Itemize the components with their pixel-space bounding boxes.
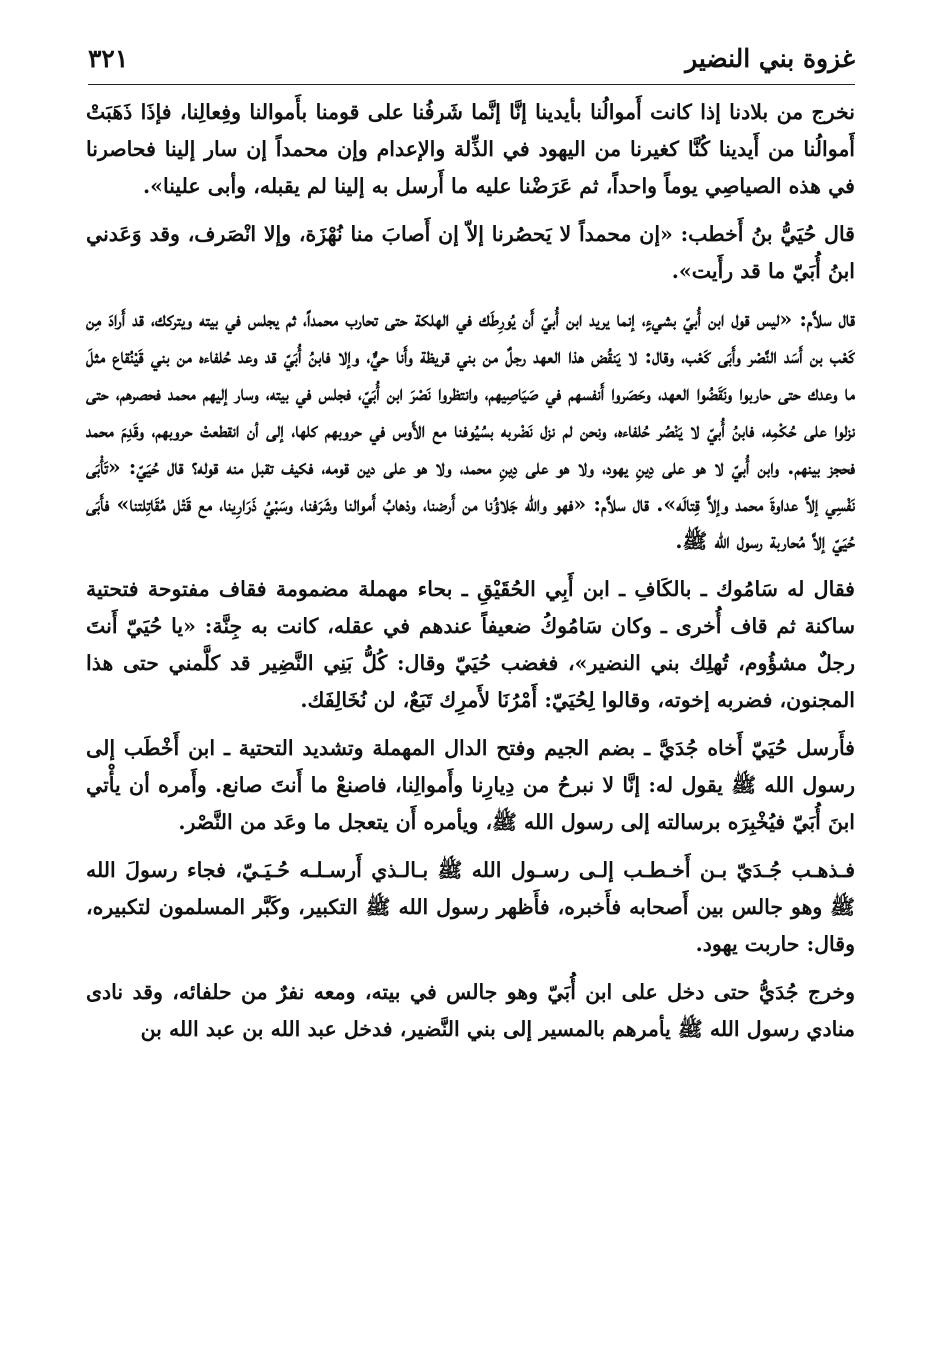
paragraph-6: فـذهـب جُـدَيّ بـن أَخـطـب إلـى رسـول الله ﷺ بـالـذي أَرسـلـه حُـيَـيّ، فجاء رسولَ الله ﷺ وهو جالس بين أَصحابه فأَخبره، فأَظهر رسول الله ﷺ التكبير، وكَبَّر المسلمون لتكبيره، وقال: حاربت يهود.: [86, 858, 855, 956]
running-title: غزوة بني النضير: [685, 44, 855, 73]
paragraph-2: قال حُيَيُّ بنُ أَخطب: «إن محمداً لا يَحصُرنا إلاّ إن أَصابَ منا نُهْزَة، وإلا انْصَرف، وقد وَعَدني ابنُ أُبَيّ ما قد رأَيت».: [86, 222, 855, 283]
paragraph-5: فأَرسل حُيَيّ أَخاه جُدَيَّ ـ بضم الجيم وفتح الدال المهملة وتشديد التحتية ـ ابن أَخْطَب إلى رسول الله ﷺ يقول له: إنَّا لا نبرحُ من دِيارِنا وأَموالِنا، فاصنعْ ما أَنتَ صانع. وأَمره أن يأْتي ابنَ أُبَيّ فيُخْبِرَه برسالته إلى رسول الله ﷺ، ويأمره أَن يتعجل ما وعَد من النَّصْر.: [86, 736, 855, 834]
paragraph-3: قال سلاَّم: «ليس قول ابن أُبيّ بشيءٍ، إنما يريد ابن أُبيّ أَن يُورِطَك في الهلكة حتى تحارب محمداً، ثم يجلس في بيته ويتركك، قد أَرادَ مِن كَعْب بن أَسَد النَّصْر وأَبَى كَعْب، وقال: لا يَنقُض هذا العهد رجلٌ من بني قريظة وأَنا حيٌّ، وإلا فابنُ أُبَيّ قد وعد حُلفاءه من بني قَيْنُقاع مثلَ ما وعدك حتى حاربوا ونَقَضُوا العهد، وحَصَروا أَنفسهم في صَيَاصِيهم، وانتظروا نَصْرَ ابن أُبَيّ، فجلس في بيته، وسار إليهم محمد فحصرهم، حتى نزلوا على حُكْمِه، فابنُ أُبيّ لا يَنْصُر حُلفاءه، ونحن لم نزل نَضْربه بسُيُوفنا مع الأَوس في حروبهم كلها، إلى أن انقطعتْ حروبهم، وقَدِمَ محمد فحجز بينهم. وابن أُبيّ لا هو على دِينِ يهود، ولا هو على دِينِ محمد، ولا هو على دين قومه، فكيف تقبل منه قوله؟ قال حُيَيّ: «تَأْبَى نَفْسِي إلاَّ عداوةَ محمد وإلاَّ قِتالَه». قال سلاَّم: «فهو والله جَلاؤُنا من أَرضنا، وذهابُ أَموالنا وشَرَفنا، وسَبْيُ ذَرَارِينا، مع قَتْل مُقَاتِلتنا» فأَبَى حُيَيّ إلاَّ مُحاربة رسول الله ﷺ.: [86, 307, 855, 553]
page-number: ٣٢١: [88, 44, 129, 73]
paragraph-4: فقال له سَامُوك ـ بالكَافِ ـ ابن أَبِي الحُقَيْقِ ـ بحاء مهملة مضمومة فقاف مفتوحة فتحتية ساكنة ثم قاف أُخرى ـ وكان سَامُوكُ ضعيفاً عندهم في عقله، كانت به جِنَّة: «يا حُيَيّ أَنتَ رجلٌ مشؤُوم، تُهلِك بني النضير»، فغضب حُيَيّ وقال: كُلُّ بَنِي النَّضِير قد كلَّمني حتى هذا المجنون، فضربه إخوته، وقالوا لِحُيَيّ: أَمْرُنَا لأَمرِك تَبَعٌ، لن نُخَالِفَك.: [86, 577, 855, 712]
page-body: [86, 94, 855, 1341]
paragraph-1: نخرج من بلادنا إذا كانت أَموالُنا بأيدينا إنَّا إنَّما شَرفُنا على قومنا بأَموالنا وفِعالِنا، فإذَا ذَهَبَتْ أَموالُنا من أَيدينا كُنَّا كغيرنا من اليهود في الذِّلة والإعدام وإن محمداً إن سار إلينا فحاصرنا في هذه الصياصِي يوماً واحداً، ثم عَرَضْنا عليه ما أَرسل به إلينا لم يقبله، وأبى علينا».: [86, 100, 855, 198]
page-header: [88, 30, 855, 85]
paragraph-7: وخرج جُدَيُّ حتى دخل على ابن أُبَيّ وهو جالس في بيته، ومعه نفرٌ من حلفائه، وقد نادى منادي رسول الله ﷺ يأمرهم بالمسير إلى بني النَّضير، فدخل عبد الله بن عبد الله بن: [86, 980, 855, 1041]
